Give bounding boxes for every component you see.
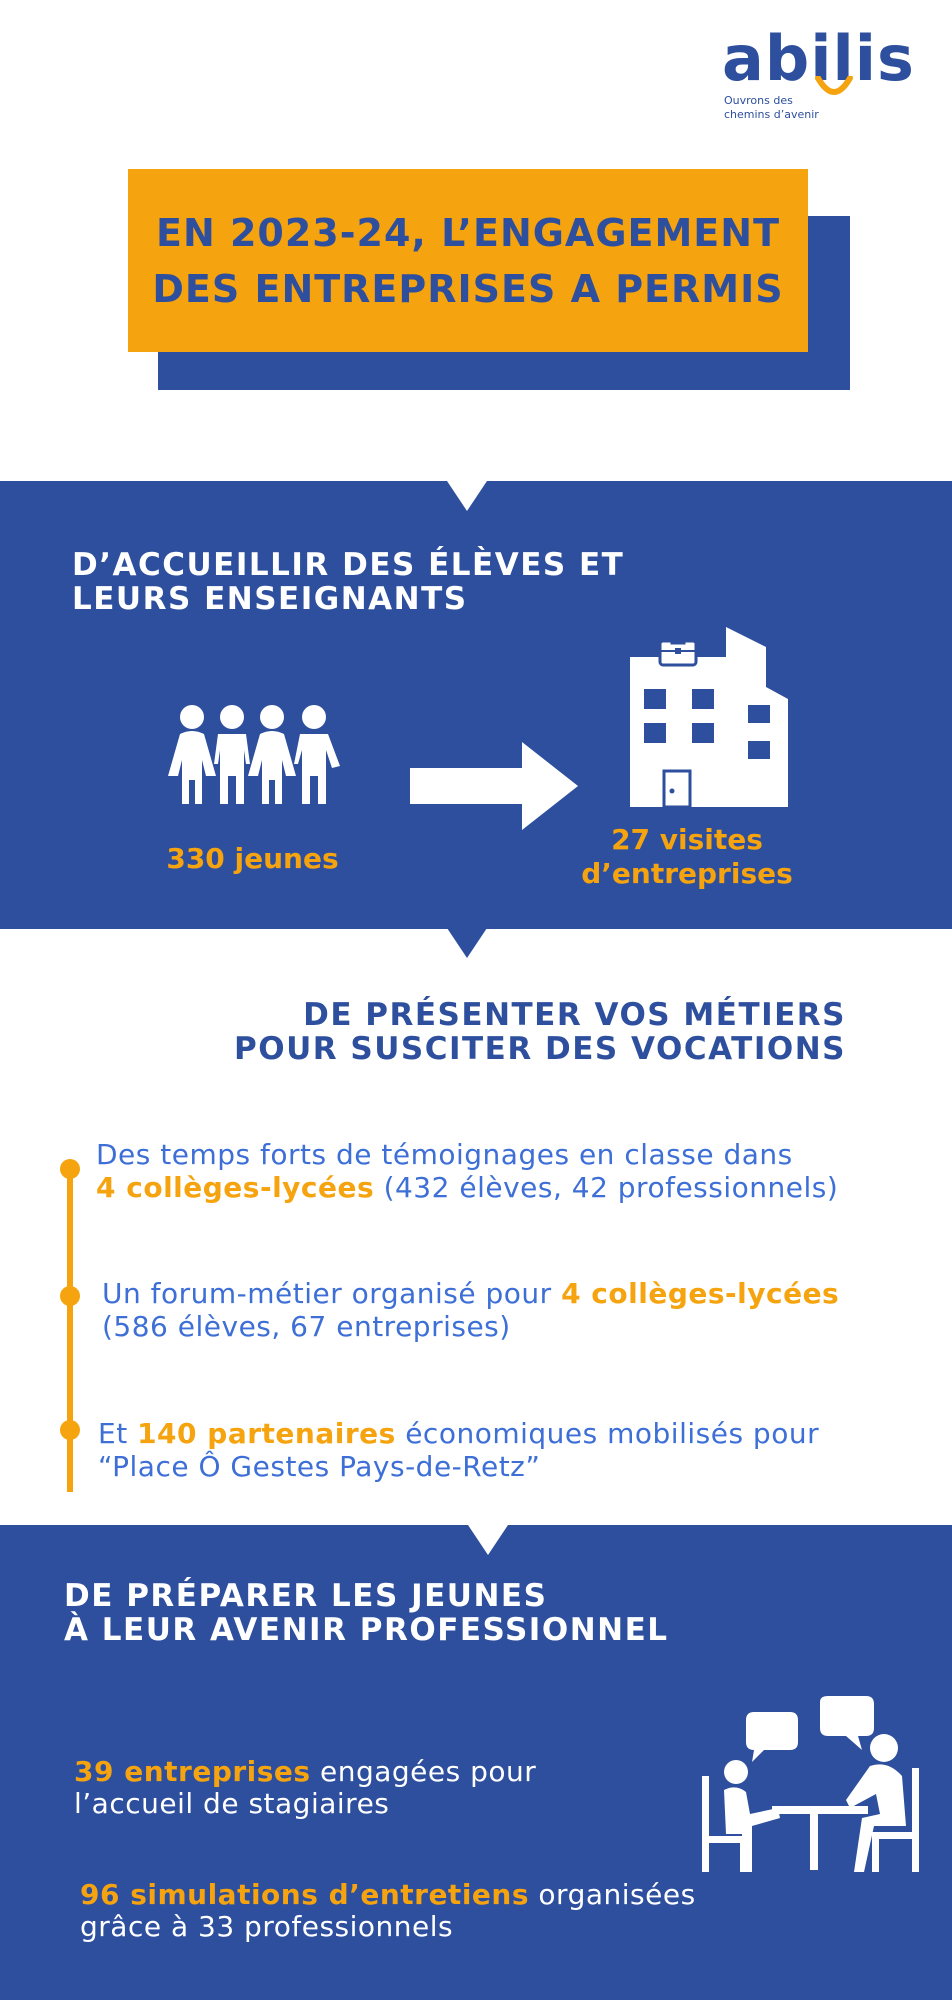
section1-heading-line1: D’ACCUEILLIR DES ÉLÈVES ET (72, 547, 625, 583)
timeline-item-detail: (586 élèves, 67 entreprises) (102, 1310, 511, 1343)
stat-line (74, 1756, 536, 1788)
section1-heading-line2: LEURS ENSEIGNANTS (72, 581, 468, 617)
stat-young-people: 330 jeunes (166, 842, 339, 875)
title-box (128, 169, 808, 352)
abilis-logo (722, 22, 922, 128)
section1-heading (72, 548, 624, 616)
right-arrow-icon (410, 742, 578, 830)
timeline-item-detail: (432 élèves, 42 professionnels) (374, 1171, 839, 1204)
section3-heading (64, 1579, 669, 1647)
timeline-item-testimonials (96, 1138, 838, 1204)
stat-text: organisées (529, 1878, 696, 1911)
section2-heading-line2: POUR SUSCITER DES VOCATIONS (234, 1031, 846, 1067)
logo-tagline-line1: Ouvrons des (724, 94, 793, 107)
logo-wordmark: abilis (722, 22, 915, 95)
office-building-icon (630, 627, 788, 807)
timeline-item-detail: “Place Ô Gestes Pays-de-Retz” (98, 1450, 541, 1483)
timeline-item-text: économiques mobilisés pour (395, 1417, 820, 1450)
timeline-item-partners (98, 1417, 819, 1483)
timeline-dot (60, 1420, 80, 1440)
stat-line (80, 1879, 696, 1911)
section-divider-notch (447, 928, 487, 958)
timeline-item-line (102, 1277, 839, 1310)
stat-company-visits (556, 823, 818, 891)
section3-heading-line1: DE PRÉPARER LES JEUNES (64, 1578, 548, 1614)
highlight-text: 4 collèges-lycées (96, 1171, 375, 1204)
section2-heading (200, 998, 846, 1066)
highlight-text: 4 collèges-lycées (561, 1277, 840, 1310)
highlight-text: 140 partenaires (137, 1417, 396, 1450)
stat-company-visits-line2: d’entreprises (581, 857, 793, 890)
timeline-dot (60, 1159, 80, 1179)
logo-smile-icon (814, 76, 854, 98)
section-divider-notch (447, 481, 487, 511)
stat-company-visits-line1: 27 visites (611, 823, 763, 856)
timeline-item-line (96, 1171, 838, 1204)
stat-interview-simulations (80, 1879, 696, 1943)
stat-text: grâce à 33 professionnels (80, 1910, 454, 1943)
timeline-line (67, 1160, 73, 1492)
logo-tagline (724, 94, 819, 122)
timeline-item-forum (102, 1277, 839, 1343)
stat-text: engagées pour (310, 1755, 537, 1788)
group-of-children-icon (166, 704, 342, 806)
title-line-1: EN 2023-24, L’ENGAGEMENT (156, 210, 780, 255)
stat-internship-companies (74, 1756, 536, 1820)
section3-heading-line2: À LEUR AVENIR PROFESSIONNEL (64, 1612, 669, 1648)
timeline-item-line: Des temps forts de témoignages en classe dans (96, 1138, 793, 1171)
highlight-text: 39 entreprises (74, 1755, 311, 1788)
interview-meeting-icon (700, 1696, 922, 1872)
title-line-2: DES ENTREPRISES A PERMIS (152, 266, 784, 311)
timeline-item-text: Un forum-métier organisé pour (102, 1277, 562, 1310)
timeline-dot (60, 1286, 80, 1306)
timeline-item-text: Et (98, 1417, 138, 1450)
stat-text: l’accueil de stagiaires (74, 1787, 390, 1820)
highlight-text: 96 simulations d’entretiens (80, 1878, 530, 1911)
section-divider-notch (468, 1525, 508, 1555)
logo-tagline-line2: chemins d’avenir (724, 108, 819, 121)
section2-heading-line1: DE PRÉSENTER VOS MÉTIERS (303, 997, 846, 1033)
timeline-item-line (98, 1417, 819, 1450)
